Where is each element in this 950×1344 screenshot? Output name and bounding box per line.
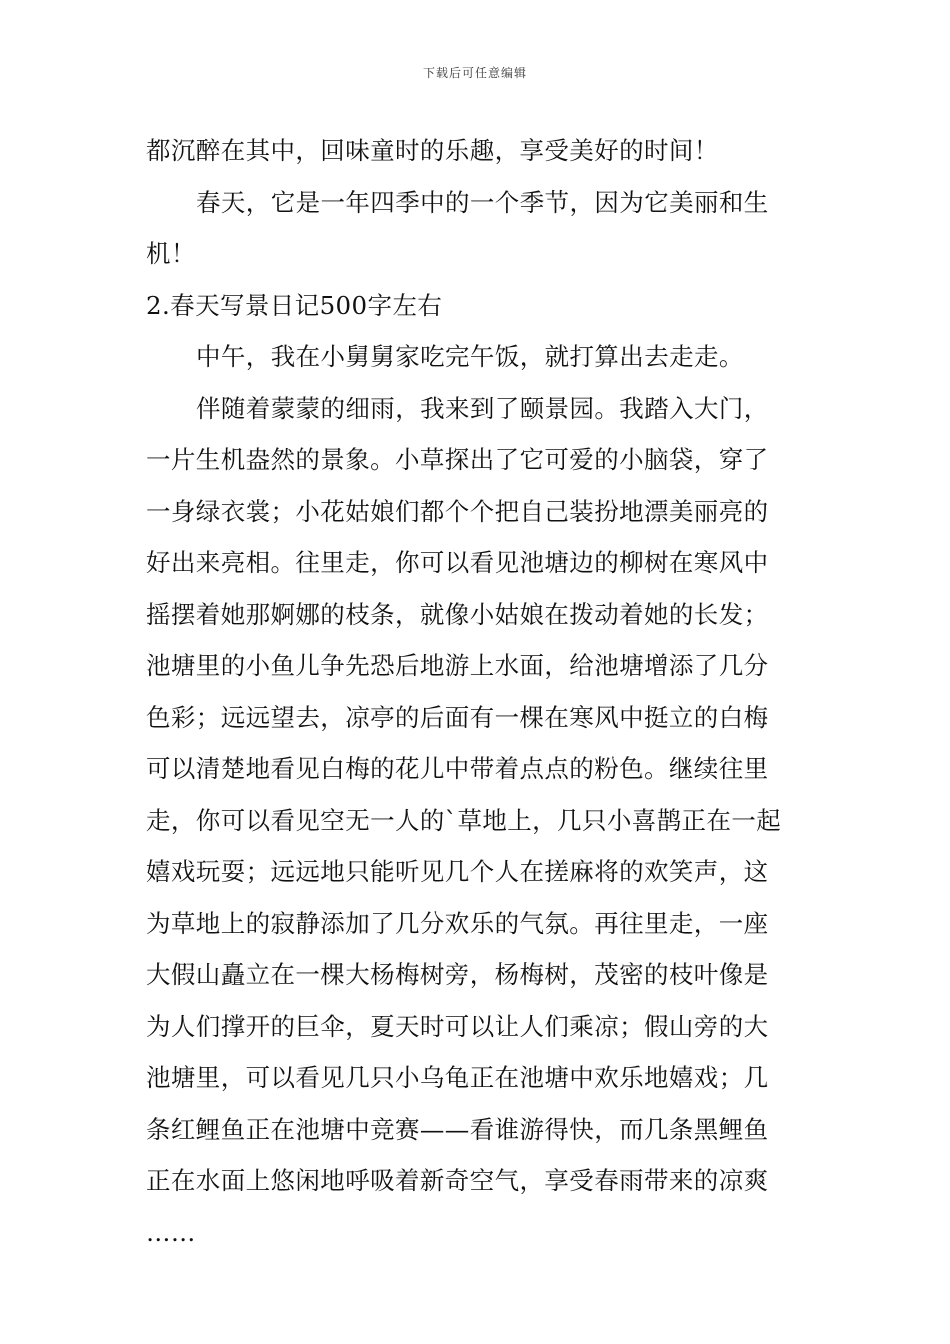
section-heading: 2.春天写景日记500字左右 — [146, 290, 443, 320]
text-line: 伴随着蒙蒙的细雨，我来到了颐景园。我踏入大门， — [196, 393, 769, 423]
text-line: 池塘里，可以看见几只小乌龟正在池塘中欢乐地嬉戏；几 — [146, 1063, 769, 1092]
document-body — [146, 125, 806, 1258]
text-line: 池塘里的小鱼儿争先恐后地游上水面，给池塘增添了几分 — [146, 651, 769, 680]
text-line: 为人们撑开的巨伞，夏天时可以让人们乘凉；假山旁的大 — [146, 1011, 769, 1041]
text-line: …… — [146, 1217, 196, 1247]
text-line: 条红鲤鱼正在池塘中竞赛——看谁游得快，而几条黑鲤鱼 — [146, 1114, 769, 1144]
text-line: 机！ — [146, 239, 196, 268]
text-line: 可以清楚地看见白梅的花儿中带着点点的粉色。继续往里 — [146, 754, 769, 783]
text-line: 摇摆着她那婀娜的枝条，就像小姑娘在拨动着她的长发； — [146, 599, 769, 629]
text-line: 色彩；远远望去，凉亭的后面有一棵在寒风中挺立的白梅 — [146, 702, 769, 732]
text-line: 一片生机盎然的景象。小草探出了它可爱的小脑袋，穿了 — [146, 445, 769, 474]
text-line: 为草地上的寂静添加了几分欢乐的气氛。再往里走，一座 — [146, 908, 769, 938]
text-line: 好出来亮相。往里走，你可以看见池塘边的柳树在寒风中 — [146, 548, 769, 577]
text-line: 大假山矗立在一棵大杨梅树旁，杨梅树，茂密的枝叶像是 — [146, 960, 769, 989]
text-line: 都沉醉在其中，回味童时的乐趣，享受美好的时间！ — [146, 136, 719, 165]
text-line: 春天，它是一年四季中的一个季节，因为它美丽和生 — [196, 187, 769, 217]
text-line: 走，你可以看见空无一人的`草地上，几只小喜鹊正在一起 — [146, 805, 782, 835]
page-header: 下载后可任意编辑 — [422, 66, 527, 80]
text-line: 正在水面上悠闲地呼吸着新奇空气，享受春雨带来的凉爽 — [146, 1166, 769, 1195]
text-line: 嬉戏玩耍；远远地只能听见几个人在搓麻将的欢笑声，这 — [146, 857, 769, 886]
text-line: 一身绿衣裳；小花姑娘们都个个把自己装扮地漂美丽亮的 — [146, 496, 769, 526]
text-line: 中午，我在小舅舅家吃完午饭，就打算出去走走。 — [196, 342, 744, 371]
